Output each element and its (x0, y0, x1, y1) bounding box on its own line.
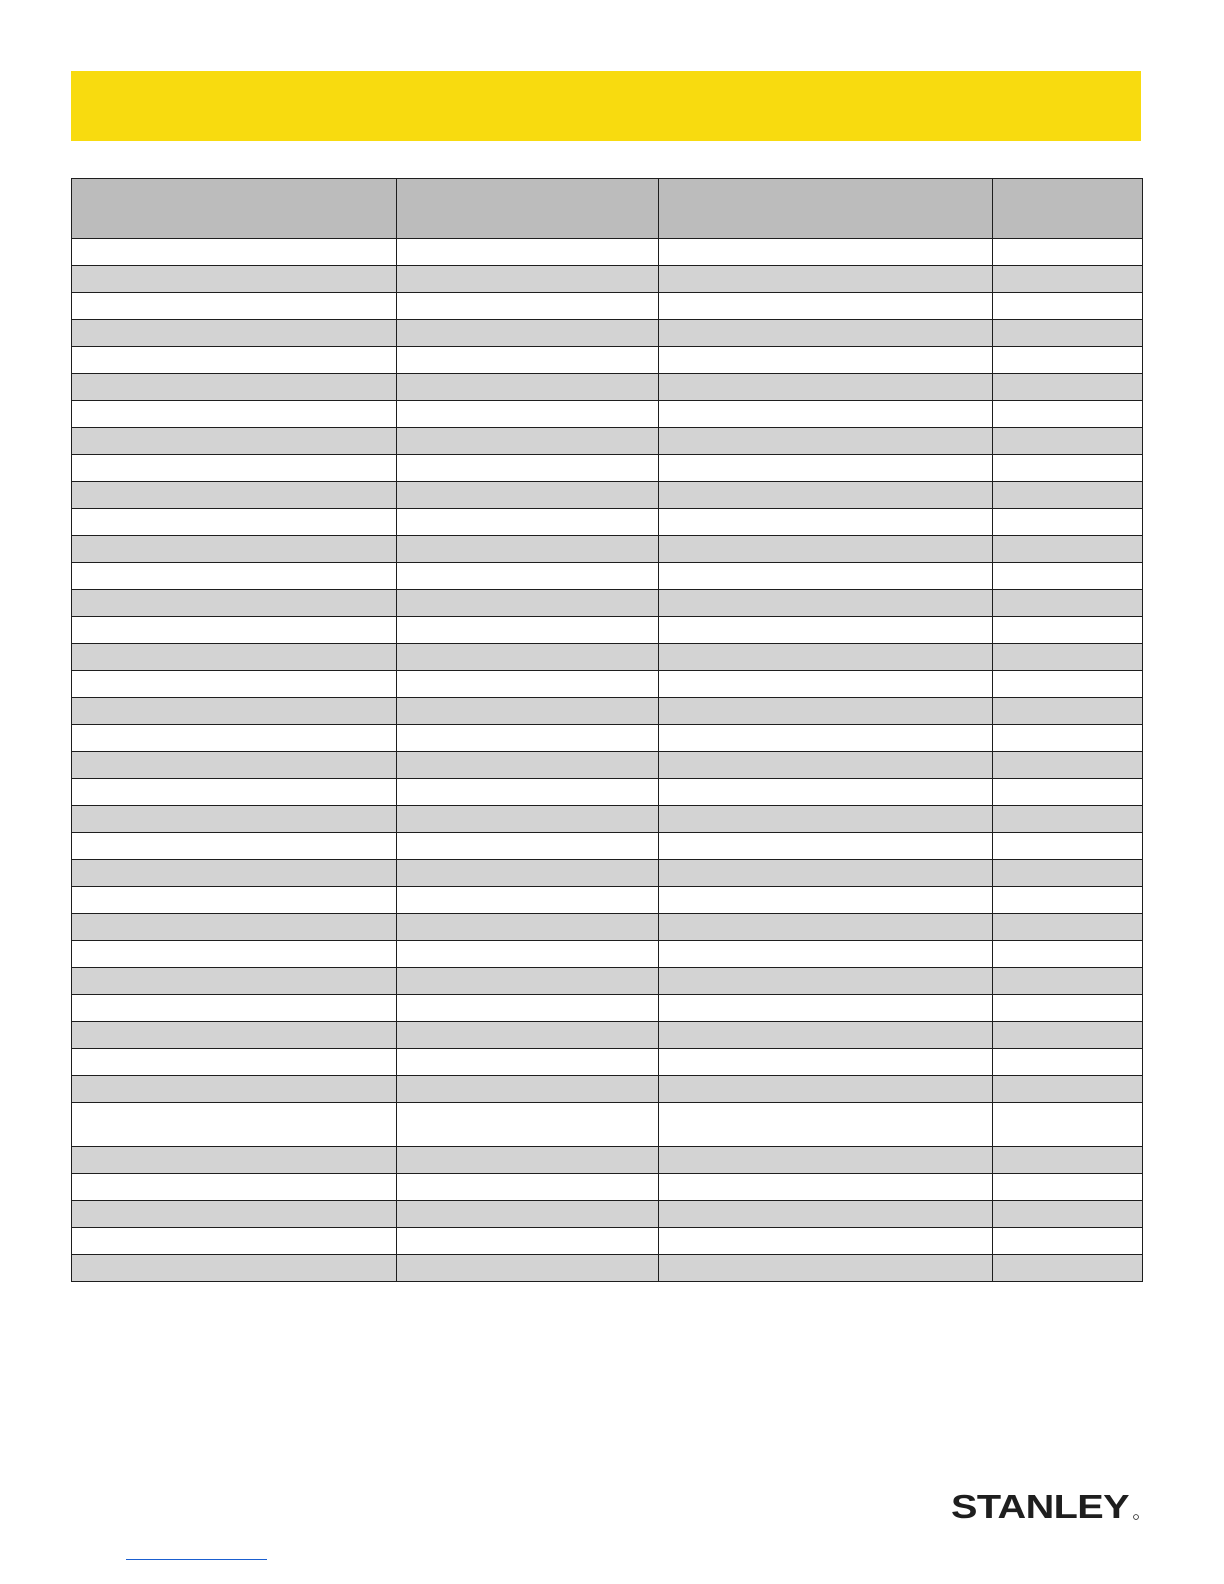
table-cell (72, 698, 397, 725)
table-cell (72, 671, 397, 698)
table-cell (659, 1255, 993, 1282)
table-cell (72, 1103, 397, 1147)
table-cell (993, 1174, 1143, 1201)
table-cell (993, 752, 1143, 779)
table-cell (659, 725, 993, 752)
footer-link[interactable] (126, 1545, 267, 1560)
column-header (72, 179, 397, 239)
table-cell (397, 1255, 659, 1282)
table-cell (397, 860, 659, 887)
table-cell (397, 698, 659, 725)
table-row (72, 374, 1143, 401)
table-row (72, 617, 1143, 644)
table-row (72, 1049, 1143, 1076)
table-cell (993, 914, 1143, 941)
table-cell (397, 1174, 659, 1201)
table-row (72, 806, 1143, 833)
table-cell (397, 887, 659, 914)
table-cell (72, 455, 397, 482)
table-cell (72, 887, 397, 914)
table-cell (397, 1022, 659, 1049)
table-cell (659, 239, 993, 266)
table-cell (659, 1228, 993, 1255)
table-cell (397, 374, 659, 401)
table-cell (993, 320, 1143, 347)
table-cell (993, 968, 1143, 995)
table-cell (397, 1147, 659, 1174)
table-cell (659, 1103, 993, 1147)
table-cell (993, 563, 1143, 590)
table-cell (659, 482, 993, 509)
table-cell (72, 725, 397, 752)
table-cell (397, 239, 659, 266)
table-cell (659, 536, 993, 563)
table-cell (397, 347, 659, 374)
table-cell (397, 428, 659, 455)
table-cell (659, 968, 993, 995)
table-cell (993, 482, 1143, 509)
table-cell (397, 806, 659, 833)
table-cell (993, 860, 1143, 887)
table-cell (397, 320, 659, 347)
table-cell (397, 1201, 659, 1228)
table-cell (72, 752, 397, 779)
table-cell (659, 1174, 993, 1201)
table-cell (993, 806, 1143, 833)
table-cell (397, 563, 659, 590)
table-cell (993, 293, 1143, 320)
table-cell (993, 617, 1143, 644)
table-row (72, 1076, 1143, 1103)
table-row (72, 536, 1143, 563)
table-row (72, 401, 1143, 428)
table-cell (993, 374, 1143, 401)
table-row (72, 995, 1143, 1022)
table-cell (397, 455, 659, 482)
table-cell (659, 347, 993, 374)
table-row (72, 860, 1143, 887)
table-cell (993, 509, 1143, 536)
table-cell (72, 1147, 397, 1174)
table-cell (993, 698, 1143, 725)
table-cell (659, 887, 993, 914)
table-row (72, 293, 1143, 320)
table-cell (993, 887, 1143, 914)
table-cell (397, 914, 659, 941)
table-cell (72, 968, 397, 995)
table-row (72, 644, 1143, 671)
table-cell (659, 266, 993, 293)
table-row (72, 914, 1143, 941)
table-cell (993, 1022, 1143, 1049)
table-cell (993, 455, 1143, 482)
table-row (72, 239, 1143, 266)
table-cell (397, 482, 659, 509)
column-header (659, 179, 993, 239)
registered-mark-icon (1134, 1515, 1139, 1520)
column-header (397, 179, 659, 239)
table-cell (659, 806, 993, 833)
table-row (72, 1228, 1143, 1255)
table-cell (397, 833, 659, 860)
table-cell (397, 590, 659, 617)
table-cell (397, 1228, 659, 1255)
table-cell (72, 833, 397, 860)
table-cell (993, 995, 1143, 1022)
table-cell (659, 1147, 993, 1174)
table-cell (72, 509, 397, 536)
table-cell (72, 428, 397, 455)
table-cell (993, 1049, 1143, 1076)
title-banner (71, 71, 1141, 141)
table-cell (397, 725, 659, 752)
table-cell (993, 725, 1143, 752)
table-cell (659, 860, 993, 887)
table-row (72, 752, 1143, 779)
table-row (72, 1174, 1143, 1201)
table-cell (993, 779, 1143, 806)
table-row (72, 1255, 1143, 1282)
table-cell (397, 1103, 659, 1147)
table-cell (659, 590, 993, 617)
data-table (71, 178, 1143, 1282)
table-cell (993, 1228, 1143, 1255)
table-cell (397, 401, 659, 428)
table-cell (659, 779, 993, 806)
table-cell (659, 1076, 993, 1103)
table-cell (993, 239, 1143, 266)
table-cell (72, 1076, 397, 1103)
table-cell (397, 536, 659, 563)
table-cell (72, 806, 397, 833)
table-cell (72, 1255, 397, 1282)
table-cell (993, 266, 1143, 293)
table-cell (659, 833, 993, 860)
table-cell (993, 1147, 1143, 1174)
table-row (72, 671, 1143, 698)
table-row (72, 266, 1143, 293)
table-cell (993, 347, 1143, 374)
stanley-logo (949, 1488, 1141, 1522)
table-cell (659, 401, 993, 428)
table-cell (993, 941, 1143, 968)
table-cell (993, 671, 1143, 698)
table-cell (659, 1201, 993, 1228)
table-cell (659, 644, 993, 671)
table-cell (397, 293, 659, 320)
table-cell (993, 833, 1143, 860)
table-row (72, 1147, 1143, 1174)
table-row (72, 1103, 1143, 1147)
table-row (72, 455, 1143, 482)
table-header-row (72, 179, 1143, 239)
table-cell (993, 428, 1143, 455)
table-cell (72, 1228, 397, 1255)
table-cell (397, 617, 659, 644)
table-cell (72, 347, 397, 374)
table-cell (397, 1076, 659, 1103)
table-cell (72, 941, 397, 968)
table-cell (72, 779, 397, 806)
table-row (72, 320, 1143, 347)
table-row (72, 833, 1143, 860)
table-row (72, 941, 1143, 968)
table-cell (397, 1049, 659, 1076)
table-cell (397, 266, 659, 293)
table-cell (659, 374, 993, 401)
table-cell (397, 779, 659, 806)
table-cell (72, 914, 397, 941)
table-cell (397, 644, 659, 671)
table-cell (397, 752, 659, 779)
table-cell (659, 995, 993, 1022)
logo-wordmark: STANLEY (951, 1488, 1130, 1522)
table-cell (659, 293, 993, 320)
table-cell (397, 671, 659, 698)
table-cell (72, 266, 397, 293)
table-cell (72, 590, 397, 617)
table-cell (72, 1174, 397, 1201)
table-cell (397, 509, 659, 536)
table-cell (659, 698, 993, 725)
table-cell (659, 914, 993, 941)
table-cell (993, 401, 1143, 428)
table-cell (72, 644, 397, 671)
table-cell (72, 995, 397, 1022)
table-cell (659, 509, 993, 536)
table-cell (993, 1103, 1143, 1147)
table-row (72, 347, 1143, 374)
table-cell (659, 617, 993, 644)
table-cell (397, 995, 659, 1022)
column-header (993, 179, 1143, 239)
table-row (72, 1022, 1143, 1049)
table-cell (993, 590, 1143, 617)
table-row (72, 1201, 1143, 1228)
table-cell (72, 401, 397, 428)
table-cell (72, 563, 397, 590)
table-cell (659, 671, 993, 698)
table-cell (72, 374, 397, 401)
table-cell (72, 1201, 397, 1228)
table-cell (659, 455, 993, 482)
table-row (72, 887, 1143, 914)
table-row (72, 482, 1143, 509)
table-cell (72, 239, 397, 266)
table-cell (659, 941, 993, 968)
table-row (72, 968, 1143, 995)
table-cell (659, 320, 993, 347)
table-cell (72, 320, 397, 347)
table-cell (993, 1201, 1143, 1228)
table-cell (72, 860, 397, 887)
table-cell (993, 644, 1143, 671)
table-cell (72, 482, 397, 509)
table-row (72, 590, 1143, 617)
table-cell (397, 968, 659, 995)
table-row (72, 779, 1143, 806)
table-cell (659, 428, 993, 455)
table-cell (72, 536, 397, 563)
table-cell (993, 536, 1143, 563)
table-row (72, 725, 1143, 752)
table-row (72, 428, 1143, 455)
table-row (72, 698, 1143, 725)
table-cell (72, 1022, 397, 1049)
table-cell (659, 752, 993, 779)
table-cell (993, 1255, 1143, 1282)
table-cell (397, 941, 659, 968)
table-cell (659, 1049, 993, 1076)
table-row (72, 563, 1143, 590)
table-cell (72, 617, 397, 644)
table-cell (659, 1022, 993, 1049)
table-cell (659, 563, 993, 590)
table-cell (72, 293, 397, 320)
table-row (72, 509, 1143, 536)
table-cell (72, 1049, 397, 1076)
table-cell (993, 1076, 1143, 1103)
table-body (72, 239, 1143, 1282)
